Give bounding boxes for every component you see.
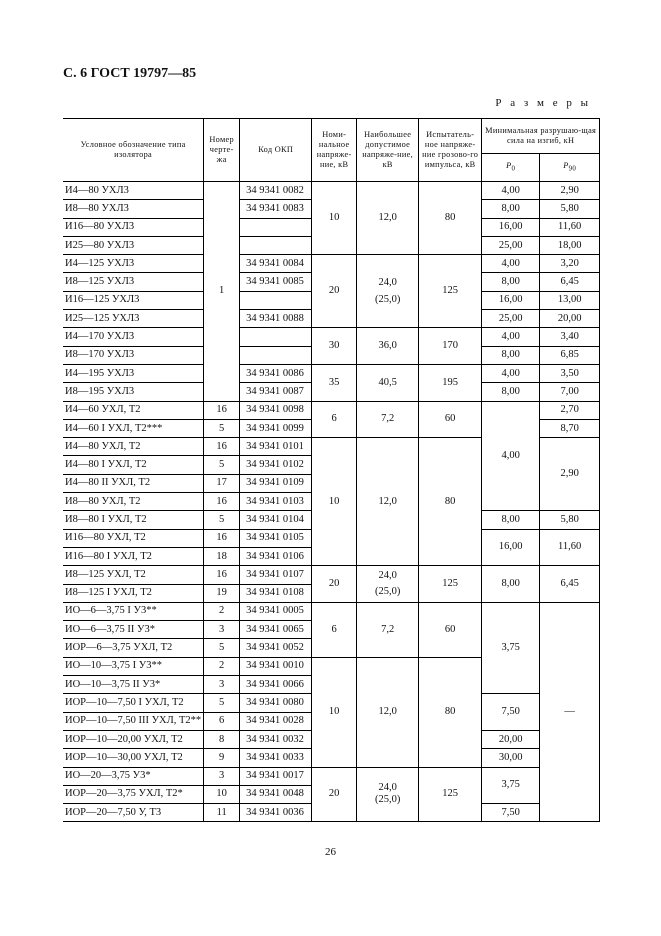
row-name: И8—195 УХЛ3 <box>63 383 204 401</box>
drawing-number: 16 <box>204 566 240 584</box>
force-p0: 8,00 <box>482 383 540 401</box>
row-name: ИОР—10—20,00 УХЛ, Т2 <box>63 730 204 748</box>
nominal-voltage: 10 <box>312 657 357 767</box>
max-voltage: 7,2 <box>357 602 419 657</box>
nominal-voltage: 20 <box>312 767 357 822</box>
force-p0: 4,00 <box>482 182 540 200</box>
okp-code: 34 9341 0087 <box>240 383 312 401</box>
okp-code: 34 9341 0066 <box>240 676 312 694</box>
row-name: ИОР—20—7,50 У, Т3 <box>63 804 204 822</box>
test-voltage: 80 <box>419 182 482 255</box>
row-name: И4—80 УХЛ, Т2 <box>63 438 204 456</box>
drawing-number: 1 <box>204 182 240 402</box>
row-name: И16—125 УХЛ3 <box>63 291 204 309</box>
max-voltage: 36,0 <box>357 328 419 365</box>
okp-code: 34 9341 0048 <box>240 785 312 803</box>
drawing-number: 3 <box>204 621 240 639</box>
okp-code: 34 9341 0106 <box>240 547 312 565</box>
force-p90: 6,45 <box>540 273 600 291</box>
test-voltage: 170 <box>419 328 482 365</box>
okp-code: 34 9341 0052 <box>240 639 312 657</box>
row-name: ИО—20—3,75 У3* <box>63 767 204 785</box>
okp-code <box>240 236 312 254</box>
okp-code <box>240 218 312 236</box>
okp-code: 34 9341 0107 <box>240 566 312 584</box>
max-voltage: 7,2 <box>357 401 419 438</box>
col-p0: $P_0$ <box>482 154 540 182</box>
row-name: И16—80 I УХЛ, Т2 <box>63 547 204 565</box>
drawing-number: 11 <box>204 804 240 822</box>
test-voltage: 125 <box>419 255 482 328</box>
row-name: И8—125 УХЛ, Т2 <box>63 566 204 584</box>
row-name: И4—170 УХЛ3 <box>63 328 204 346</box>
nominal-voltage: 10 <box>312 182 357 255</box>
row-name: И8—125 УХЛ3 <box>63 273 204 291</box>
row-name: И4—60 УХЛ, Т2 <box>63 401 204 419</box>
force-p90: 20,00 <box>540 310 600 328</box>
force-p0: 8,00 <box>482 511 540 529</box>
row-name: ИО—10—3,75 II У3* <box>63 676 204 694</box>
okp-code: 34 9341 0102 <box>240 456 312 474</box>
max-voltage: 12,0 <box>357 438 419 566</box>
test-voltage: 80 <box>419 438 482 566</box>
row-name: И4—80 I УХЛ, Т2 <box>63 456 204 474</box>
force-p90: 5,80 <box>540 511 600 529</box>
row-name: И8—125 I УХЛ, Т2 <box>63 584 204 602</box>
row-name: И4—195 УХЛ3 <box>63 364 204 382</box>
nominal-voltage: 10 <box>312 438 357 566</box>
okp-code: 34 9341 0084 <box>240 255 312 273</box>
okp-code: 34 9341 0088 <box>240 310 312 328</box>
row-name: ИО—6—3,75 II У3* <box>63 621 204 639</box>
okp-code: 34 9341 0083 <box>240 200 312 218</box>
row-name: ИОР—10—30,00 УХЛ, Т2 <box>63 749 204 767</box>
force-p90: 6,45 <box>540 566 600 603</box>
row-name: И25—80 УХЛ3 <box>63 236 204 254</box>
force-p90: 3,20 <box>540 255 600 273</box>
force-p0: 8,00 <box>482 273 540 291</box>
nominal-voltage: 20 <box>312 255 357 328</box>
max-voltage: 24,0 (25,0) <box>357 566 419 603</box>
nominal-voltage: 6 <box>312 401 357 438</box>
force-p0: 8,00 <box>482 346 540 364</box>
okp-code: 34 9341 0036 <box>240 804 312 822</box>
col-designation: Условное обозначение типа изолятора <box>63 119 204 182</box>
force-p90: 3,50 <box>540 364 600 382</box>
drawing-number: 5 <box>204 511 240 529</box>
test-voltage: 125 <box>419 767 482 822</box>
drawing-number: 10 <box>204 785 240 803</box>
okp-code <box>240 291 312 309</box>
force-p0: 3,75 <box>482 767 540 804</box>
okp-code <box>240 346 312 364</box>
force-p90: 8,70 <box>540 419 600 437</box>
drawing-number: 8 <box>204 730 240 748</box>
force-p90: 6,85 <box>540 346 600 364</box>
okp-code: 34 9341 0109 <box>240 474 312 492</box>
row-name: ИОР—6—3,75 УХЛ, Т2 <box>63 639 204 657</box>
insulator-table <box>62 118 600 822</box>
row-name: И4—60 I УХЛ, Т2*** <box>63 419 204 437</box>
force-p0: 4,00 <box>482 255 540 273</box>
force-p90: 2,90 <box>540 182 600 200</box>
okp-code: 34 9341 0099 <box>240 419 312 437</box>
drawing-number: 3 <box>204 767 240 785</box>
drawing-number: 16 <box>204 401 240 419</box>
nominal-voltage: 6 <box>312 602 357 657</box>
force-p0: 3,75 <box>482 602 540 693</box>
drawing-number: 9 <box>204 749 240 767</box>
drawing-number: 17 <box>204 474 240 492</box>
max-voltage: 12,0 <box>357 182 419 255</box>
page-number: 26 <box>325 846 336 858</box>
nominal-voltage: 20 <box>312 566 357 603</box>
row-name: И8—80 I УХЛ, Т2 <box>63 511 204 529</box>
okp-code <box>240 328 312 346</box>
okp-code: 34 9341 0098 <box>240 401 312 419</box>
force-p0: 8,00 <box>482 566 540 603</box>
force-p90: 7,00 <box>540 383 600 401</box>
force-p0: 7,50 <box>482 804 540 822</box>
drawing-number: 2 <box>204 602 240 620</box>
okp-code: 34 9341 0103 <box>240 493 312 511</box>
force-p0: 8,00 <box>482 200 540 218</box>
okp-code: 34 9341 0085 <box>240 273 312 291</box>
okp-code: 34 9341 0101 <box>240 438 312 456</box>
row-name: И4—125 УХЛ3 <box>63 255 204 273</box>
row-name: И8—80 УХЛ3 <box>63 200 204 218</box>
force-p0: 20,00 <box>482 730 540 748</box>
drawing-number: 5 <box>204 639 240 657</box>
force-p90: 18,00 <box>540 236 600 254</box>
force-p0: 16,00 <box>482 291 540 309</box>
test-voltage: 60 <box>419 401 482 438</box>
force-p0: 25,00 <box>482 310 540 328</box>
okp-code: 34 9341 0108 <box>240 584 312 602</box>
okp-code: 34 9341 0028 <box>240 712 312 730</box>
row-name: ИО—10—3,75 I У3** <box>63 657 204 675</box>
row-name: ИОР—10—7,50 III УХЛ, Т2** <box>63 712 204 730</box>
force-p90: 13,00 <box>540 291 600 309</box>
drawing-number: 5 <box>204 456 240 474</box>
max-voltage: 24,0 (25,0) <box>357 767 419 822</box>
force-p0: 16,00 <box>482 218 540 236</box>
col-okp: Код ОКП <box>240 119 312 182</box>
drawing-number: 16 <box>204 438 240 456</box>
force-p0: 4,00 <box>482 364 540 382</box>
okp-code: 34 9341 0086 <box>240 364 312 382</box>
okp-code: 34 9341 0010 <box>240 657 312 675</box>
col-drawing: Номер черте-жа <box>204 119 240 182</box>
drawing-number: 19 <box>204 584 240 602</box>
force-p0: 30,00 <box>482 749 540 767</box>
test-voltage: 195 <box>419 364 482 401</box>
row-name: ИО—6—3,75 I У3** <box>63 602 204 620</box>
row-name: И4—80 II УХЛ, Т2 <box>63 474 204 492</box>
drawing-number: 5 <box>204 419 240 437</box>
test-voltage: 60 <box>419 602 482 657</box>
okp-code: 34 9341 0082 <box>240 182 312 200</box>
max-voltage: 12,0 <box>357 657 419 767</box>
col-max: Наибольшее допустимое напряже-ние, кВ <box>357 119 419 182</box>
force-p90: 5,80 <box>540 200 600 218</box>
page-header: С. 6 ГОСТ 19797—85 <box>63 66 197 81</box>
left-border-mask <box>60 117 63 847</box>
okp-code: 34 9341 0104 <box>240 511 312 529</box>
force-p90: 2,70 <box>540 401 600 419</box>
sizes-label: Р а з м е р ы <box>495 97 591 109</box>
drawing-number: 5 <box>204 694 240 712</box>
okp-code: 34 9341 0105 <box>240 529 312 547</box>
test-voltage: 125 <box>419 566 482 603</box>
row-name: И25—125 УХЛ3 <box>63 310 204 328</box>
okp-code: 34 9341 0032 <box>240 730 312 748</box>
nominal-voltage: 30 <box>312 328 357 365</box>
force-p0: 7,50 <box>482 694 540 731</box>
force-p90: — <box>540 602 600 822</box>
force-p0: 16,00 <box>482 529 540 566</box>
force-p0: 4,00 <box>482 328 540 346</box>
drawing-number: 3 <box>204 676 240 694</box>
row-name: И4—80 УХЛ3 <box>63 182 204 200</box>
force-p90: 3,40 <box>540 328 600 346</box>
test-voltage: 80 <box>419 657 482 767</box>
row-name: И8—170 УХЛ3 <box>63 346 204 364</box>
row-name: И16—80 УХЛ3 <box>63 218 204 236</box>
row-name: ИОР—10—7,50 I УХЛ, Т2 <box>63 694 204 712</box>
force-p90: 11,60 <box>540 218 600 236</box>
force-p90: 2,90 <box>540 438 600 511</box>
row-name: И16—80 УХЛ, Т2 <box>63 529 204 547</box>
drawing-number: 2 <box>204 657 240 675</box>
force-p0: 4,00 <box>482 401 540 511</box>
okp-code: 34 9341 0005 <box>240 602 312 620</box>
okp-code: 34 9341 0017 <box>240 767 312 785</box>
row-name: И8—80 УХЛ, Т2 <box>63 493 204 511</box>
drawing-number: 18 <box>204 547 240 565</box>
col-p90: $P_{90}$ <box>540 154 600 182</box>
max-voltage: 24,0 (25,0) <box>357 255 419 328</box>
col-test: Испытатель-ное напряже-ние грозово-го импульса, кВ <box>419 119 482 182</box>
force-p90: 11,60 <box>540 529 600 566</box>
drawing-number: 16 <box>204 493 240 511</box>
force-p0: 25,00 <box>482 236 540 254</box>
okp-code: 34 9341 0033 <box>240 749 312 767</box>
okp-code: 34 9341 0080 <box>240 694 312 712</box>
drawing-number: 16 <box>204 529 240 547</box>
col-nominal: Номи-нальное напряже-ние, кВ <box>312 119 357 182</box>
col-force: Минимальная разрушаю-щая сила на изгиб, кН <box>482 119 600 154</box>
row-name: ИОР—20—3,75 УХЛ, Т2* <box>63 785 204 803</box>
okp-code: 34 9341 0065 <box>240 621 312 639</box>
nominal-voltage: 35 <box>312 364 357 401</box>
max-voltage: 40,5 <box>357 364 419 401</box>
drawing-number: 6 <box>204 712 240 730</box>
